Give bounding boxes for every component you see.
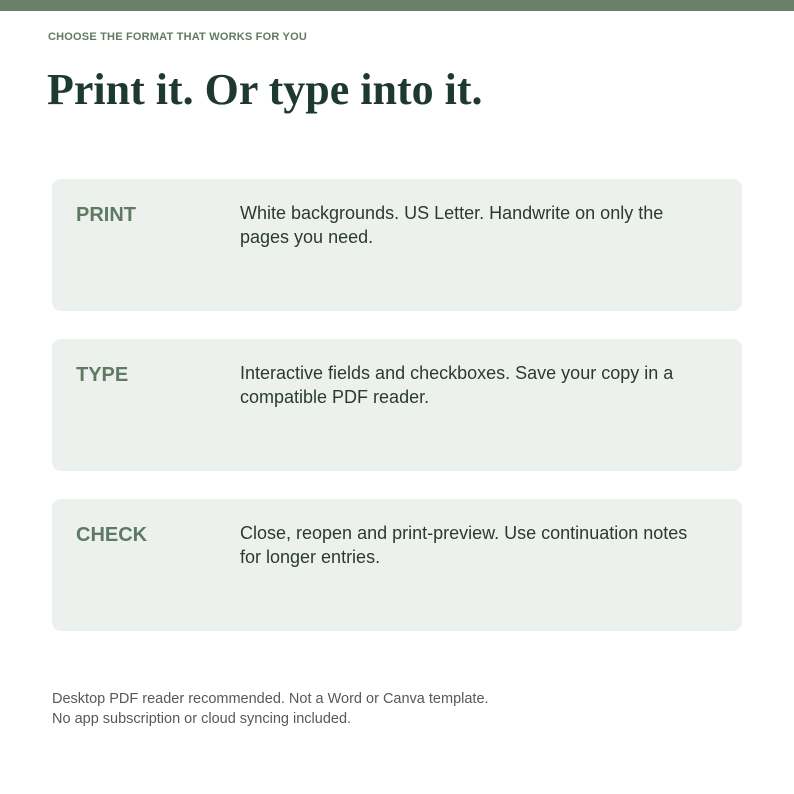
footer-line-recommendation: Desktop PDF reader recommended. Not a Word or Canva template. bbox=[52, 691, 489, 707]
card-description-type: Interactive fields and checkboxes. Save your copy in a compatible PDF reader. bbox=[240, 363, 674, 407]
format-card-check bbox=[52, 499, 742, 631]
eyebrow-text: CHOOSE THE FORMAT THAT WORKS FOR YOU bbox=[48, 31, 307, 43]
footer-note bbox=[52, 689, 489, 729]
format-card-type bbox=[52, 339, 742, 471]
card-description-check: Close, reopen and print-preview. Use continuation notes for longer entries. bbox=[240, 523, 688, 567]
card-description-print: White backgrounds. US Letter. Handwrite on only the pages you need. bbox=[240, 203, 664, 247]
footer-line-exclusions: No app subscription or cloud syncing included. bbox=[52, 711, 352, 727]
page-title: Print it. Or type into it. bbox=[47, 65, 483, 114]
format-card-print bbox=[52, 179, 742, 311]
card-label-check: CHECK bbox=[76, 524, 148, 546]
card-label-type: TYPE bbox=[76, 364, 129, 386]
top-accent-bar bbox=[0, 0, 794, 11]
card-label-print: PRINT bbox=[76, 204, 136, 226]
